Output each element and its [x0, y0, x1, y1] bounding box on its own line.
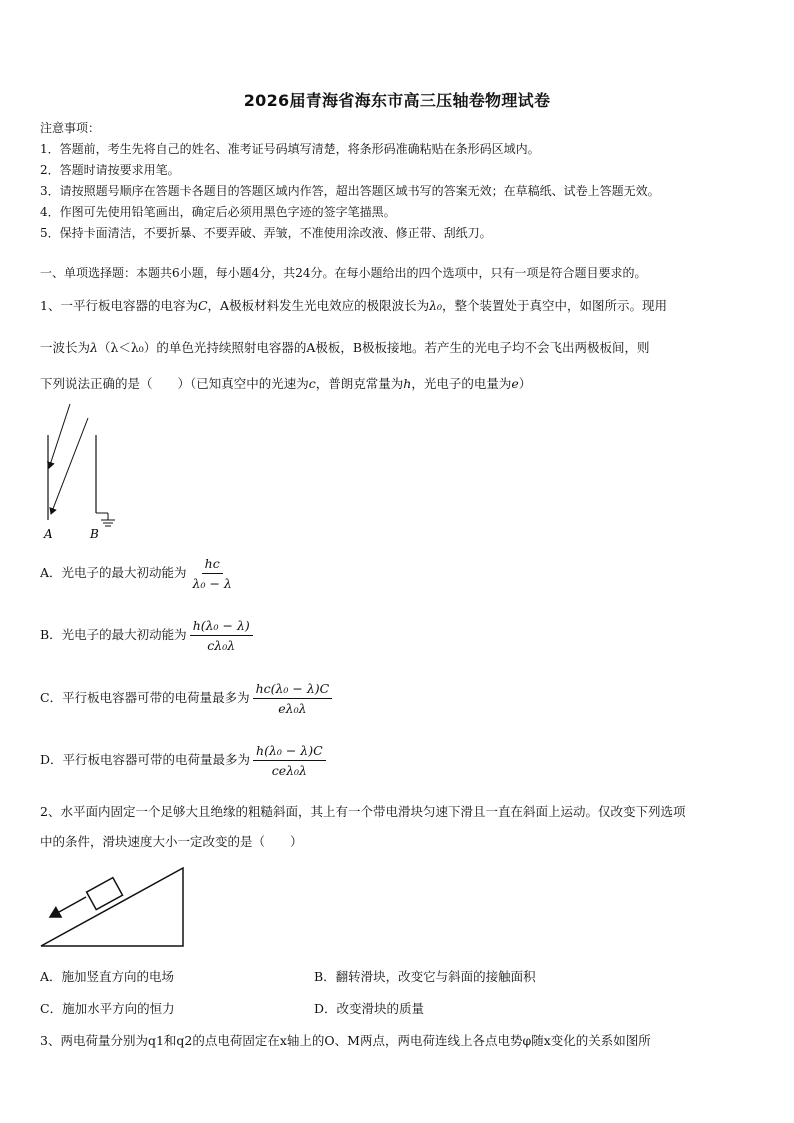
- notice-item: 3．请按照题号顺序在答题卡各题目的答题区域内作答，超出答题区域书写的答案无效；在草稿纸、试卷上答题无效。: [40, 184, 660, 198]
- q1-line1: 1、一平行板电容器的电容为C，A极板材料发生光电效应的极限波长为λ₀，整个装置处于真空中，如图所示。现用: [40, 298, 668, 313]
- q2-line2: 中的条件，滑块速度大小一定改变的是（ ）: [40, 834, 303, 849]
- q2-option-a[interactable]: A．施加竖直方向的电场: [40, 969, 175, 984]
- q2-option-c[interactable]: C．施加水平方向的恒力: [40, 1001, 175, 1016]
- q1-line2: 一波长为λ（λ＜λ₀）的单色光持续照射电容器的A极板，B极板接地。若产生的光电子均不会飞出两极板间，则: [40, 340, 650, 355]
- ground-icon: [96, 513, 115, 526]
- q1-option-b[interactable]: B．光电子的最大初动能为 $\frac{\text{h(λ₀ − λ)}}{\text{cλ₀λ}}$: [40, 618, 253, 653]
- velocity-arrow: [50, 897, 86, 917]
- q1-option-c[interactable]: C．平行板电容器可带的电荷量最多为 $\frac{\text{hc(λ₀ − λ)C}}{\text{eλ₀λ}}$: [40, 681, 332, 716]
- notice-heading: 注意事项：: [40, 121, 101, 135]
- notice-item: 2．答题时请按要求用笔。: [40, 163, 180, 177]
- notice-item: 5．保持卡面清洁，不要折暴、不要弄破、弄皱，不准使用涂改液、修正带、刮纸刀。: [40, 226, 492, 240]
- light-ray-arrow: [49, 404, 70, 468]
- page-title: 2026届青海省海东市高三压轴卷物理试卷: [243, 91, 551, 110]
- q3-line1: 3、两电荷量分别为q1和q2的点电荷固定在x轴上的O、M两点，两电荷连线上各点电势φ随x变化的关系如图所: [40, 1033, 651, 1048]
- incline-figure: [36, 862, 191, 952]
- q2-line1: 2、水平面内固定一个足够大且绝缘的粗糙斜面，其上有一个带电滑块匀速下滑且一直在斜面上运动。仅改变下列选项: [40, 804, 686, 819]
- q1-line3: 下列说法正确的是（ ）（已知真空中的光速为c，普朗克常量为h，光电子的电量为e）: [40, 376, 532, 391]
- notice-item: 1．答题前，考生先将自己的姓名、准考证号码填写清楚，将条形码准确粘贴在条形码区域内。: [40, 142, 540, 156]
- capacitor-figure: [38, 400, 138, 545]
- light-ray-arrow: [51, 418, 88, 514]
- q1-option-a[interactable]: A．光电子的最大初动能为 $\frac{hc}{\text{λ₀ − λ}}$: [40, 556, 232, 591]
- q1-option-d[interactable]: D．平行板电容器可带的电荷量最多为 $\frac{\text{h(λ₀ − λ)C}}{\text{ceλ₀λ}}$: [40, 743, 326, 778]
- section-heading: 一、单项选择题：本题共6小题，每小题4分，共24分。在每小题给出的四个选项中，只有一项是符合题目要求的。: [40, 266, 647, 280]
- notice-item: 4．作图可先使用铅笔画出，确定后必须用黑色字迹的签字笔描黑。: [40, 205, 396, 219]
- label-b: B: [90, 527, 99, 541]
- label-a: A: [44, 527, 53, 541]
- q2-option-d[interactable]: D．改变滑块的质量: [314, 1001, 425, 1016]
- q2-option-b[interactable]: B．翻转滑块，改变它与斜面的接触面积: [314, 969, 536, 984]
